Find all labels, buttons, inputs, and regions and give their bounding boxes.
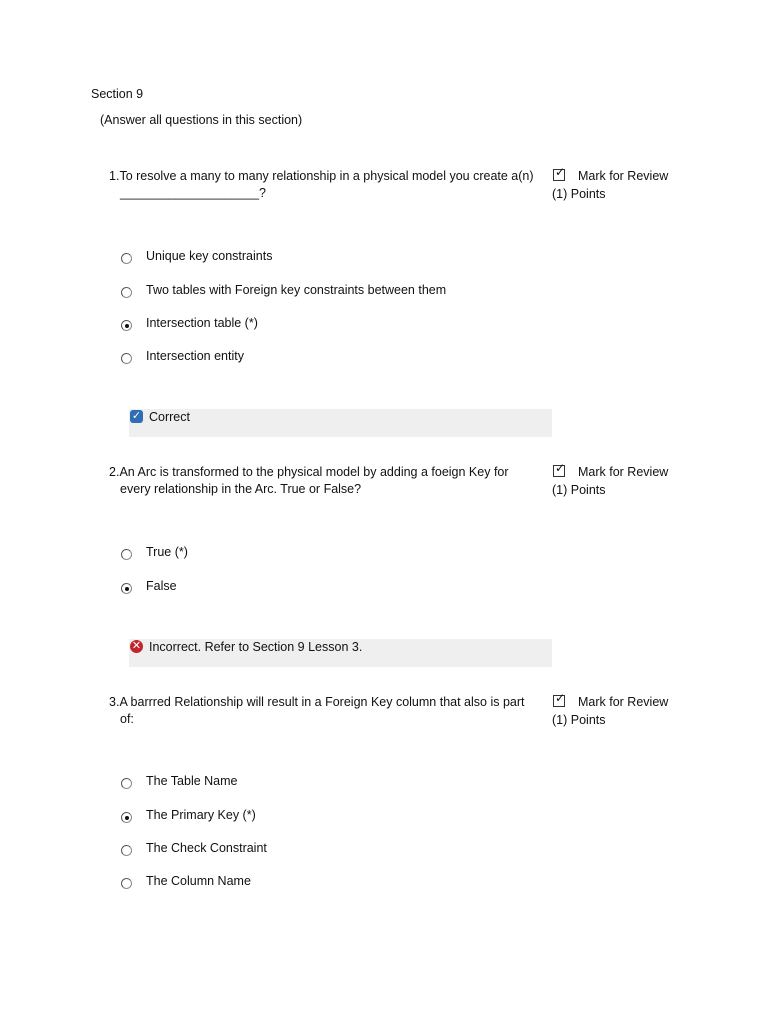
question-number: 2. [109, 465, 120, 479]
question-text-line1: An Arc is transformed to the physical model by adding a foeign Key for [119, 465, 509, 479]
option-label: The Column Name [146, 874, 251, 888]
option-label: Unique key constraints [146, 249, 273, 263]
checkbox-checked-icon: ✓ [555, 691, 566, 705]
option-label: Two tables with Foreign key constraints between them [146, 283, 447, 297]
option-row[interactable] [0, 874, 768, 894]
question-text-line2: of: [120, 712, 134, 726]
option-row[interactable] [0, 774, 768, 794]
radio-button[interactable] [121, 253, 132, 264]
option-label: False [146, 579, 177, 593]
radio-button[interactable] [121, 845, 132, 856]
question-3-text [109, 694, 549, 728]
mark-for-review-label: Mark for Review [578, 695, 669, 709]
points-label: (1) Points [552, 483, 606, 497]
checkbox-checked-icon: ✓ [555, 165, 566, 179]
question-2-text [109, 464, 549, 498]
radio-button[interactable] [121, 549, 132, 560]
question-text-line2: ____________________? [120, 186, 266, 200]
option-row[interactable] [0, 545, 768, 565]
section-note: (Answer all questions in this section) [100, 113, 303, 127]
question-text-line2: every relationship in the Arc. True or False? [120, 482, 362, 496]
question-number: 3. [109, 695, 120, 709]
question-1-text [109, 168, 549, 202]
radio-button-selected[interactable] [121, 320, 132, 331]
checkmark-icon: ✓ [131, 410, 142, 422]
feedback-text: Incorrect. Refer to Section 9 Lesson 3. [149, 640, 363, 654]
option-row[interactable] [0, 841, 768, 861]
option-label: Intersection entity [146, 349, 244, 363]
option-label: The Check Constraint [146, 841, 267, 855]
option-label: Intersection table (*) [146, 316, 258, 330]
mark-for-review-label: Mark for Review [578, 169, 669, 183]
x-icon: ✕ [131, 640, 142, 652]
option-row[interactable] [0, 579, 768, 599]
feedback-text: Correct [149, 410, 190, 424]
radio-button[interactable] [121, 353, 132, 364]
radio-button[interactable] [121, 878, 132, 889]
checkbox-checked-icon: ✓ [555, 461, 566, 475]
points-label: (1) Points [552, 713, 606, 727]
mark-for-review-checkbox[interactable] [553, 461, 566, 477]
mark-for-review-label: Mark for Review [578, 465, 669, 479]
question-text-line1: To resolve a many to many relationship in a physical model you create a(n) [119, 169, 534, 183]
option-row[interactable] [0, 349, 768, 369]
feedback-correct [129, 409, 552, 437]
option-row[interactable] [0, 316, 768, 336]
question-number: 1. [109, 169, 120, 183]
option-label: True (*) [146, 545, 188, 559]
option-row[interactable] [0, 808, 768, 828]
radio-button[interactable] [121, 287, 132, 298]
section-title: Section 9 [91, 87, 144, 101]
question-text-line1: A barrred Relationship will result in a Foreign Key column that also is part [119, 695, 525, 709]
mark-for-review-checkbox[interactable] [553, 691, 566, 707]
mark-for-review-checkbox[interactable] [553, 165, 566, 181]
option-row[interactable] [0, 249, 768, 269]
points-label: (1) Points [552, 187, 606, 201]
option-label: The Table Name [146, 774, 238, 788]
option-label: The Primary Key (*) [146, 808, 256, 822]
radio-button[interactable] [121, 778, 132, 789]
radio-button-selected[interactable] [121, 583, 132, 594]
radio-button-selected[interactable] [121, 812, 132, 823]
option-row[interactable] [0, 283, 768, 303]
feedback-incorrect [129, 639, 552, 667]
